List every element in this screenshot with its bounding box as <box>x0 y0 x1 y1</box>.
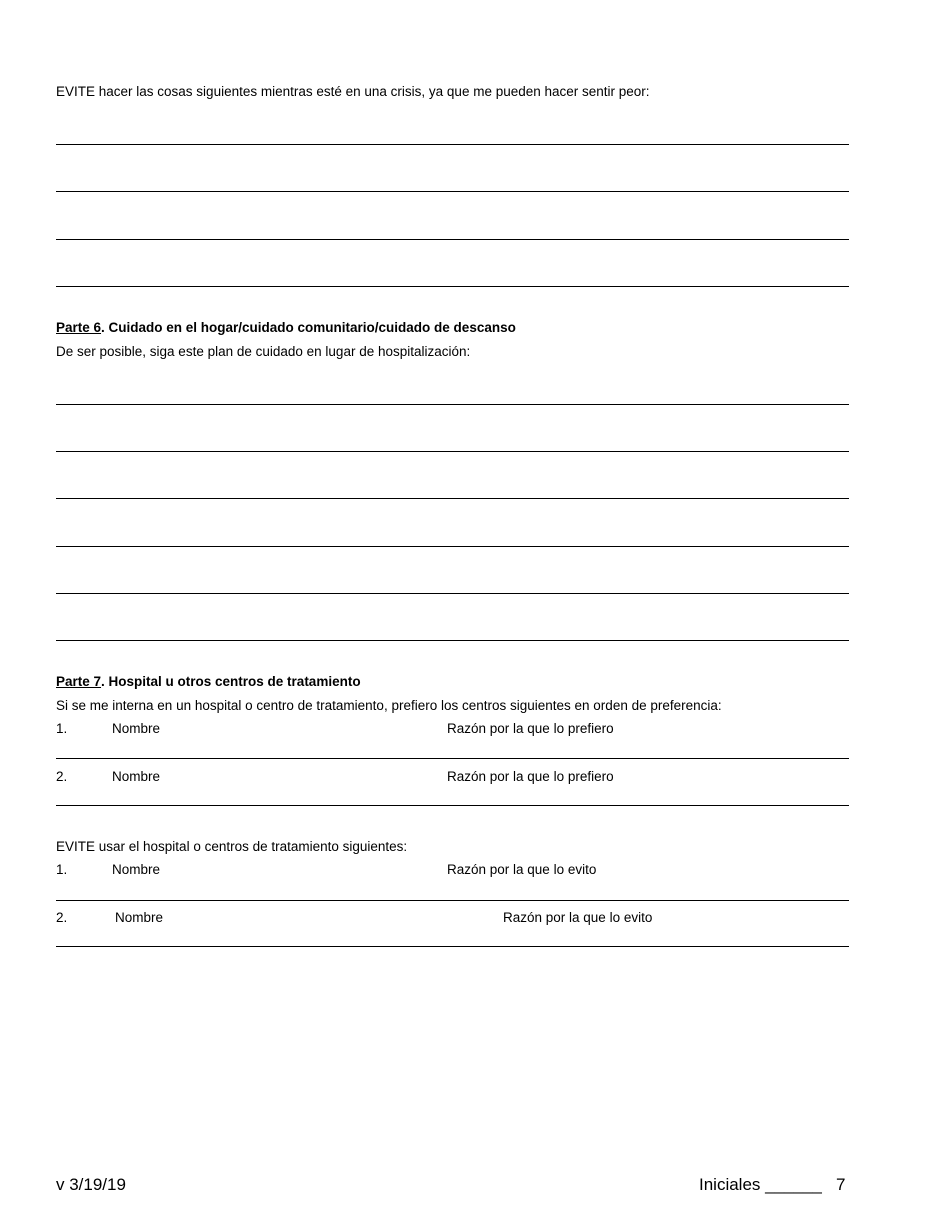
footer-initials[interactable]: Iniciales ______ <box>699 1175 822 1194</box>
footer-version: v 3/19/19 <box>56 1175 126 1194</box>
avoid-crisis-line-3[interactable] <box>56 239 849 240</box>
part6-line-4[interactable] <box>56 546 849 547</box>
avoided-2-name-label: Nombre <box>115 910 164 925</box>
preferred-2-line[interactable] <box>56 805 849 806</box>
part7-heading <box>56 674 361 690</box>
avoided-1-number: 1. <box>56 862 68 877</box>
part6-line-6[interactable] <box>56 640 849 641</box>
avoid-crisis-intro: EVITE hacer las cosas siguientes mientras esté en una crisis, ya que me pueden hacer sentir peor: <box>56 84 650 99</box>
avoided-2-number: 2. <box>56 910 68 925</box>
part6-label: Parte 6 <box>56 320 102 335</box>
avoid-hospital-intro: EVITE usar el hospital o centros de tratamiento siguientes: <box>56 839 408 854</box>
part7-title: . Hospital u otros centros de tratamiento <box>101 674 361 689</box>
part6-line-2[interactable] <box>56 451 849 452</box>
part6-line-1[interactable] <box>56 404 849 405</box>
part6-line-5[interactable] <box>56 593 849 594</box>
preferred-1-reason-label: Razón por la que lo prefiero <box>447 721 614 736</box>
preferred-2-number: 2. <box>56 769 68 784</box>
part7-intro: Si se me interna en un hospital o centro de tratamiento, prefiero los centros siguientes en orden de preferencia: <box>56 698 722 713</box>
avoided-1-reason-label: Razón por la que lo evito <box>447 862 597 877</box>
preferred-1-name-label: Nombre <box>112 721 161 736</box>
avoid-crisis-line-4[interactable] <box>56 286 849 287</box>
preferred-1-line[interactable] <box>56 758 849 759</box>
avoided-2-reason-label: Razón por la que lo evito <box>503 910 653 925</box>
part6-title: . Cuidado en el hogar/cuidado comunitario/cuidado de descanso <box>101 320 516 335</box>
avoided-1-name-label: Nombre <box>112 862 161 877</box>
preferred-1-number: 1. <box>56 721 68 736</box>
footer-page-number: 7 <box>836 1175 846 1194</box>
avoid-crisis-line-1[interactable] <box>56 144 849 145</box>
preferred-2-reason-label: Razón por la que lo prefiero <box>447 769 614 784</box>
preferred-2-name-label: Nombre <box>112 769 161 784</box>
avoided-1-line[interactable] <box>56 900 849 901</box>
part6-heading <box>56 320 516 336</box>
part7-label: Parte 7 <box>56 674 102 689</box>
avoided-2-line[interactable] <box>56 946 849 947</box>
part6-intro: De ser posible, siga este plan de cuidado en lugar de hospitalización: <box>56 344 471 359</box>
avoid-crisis-line-2[interactable] <box>56 191 849 192</box>
part6-line-3[interactable] <box>56 498 849 499</box>
